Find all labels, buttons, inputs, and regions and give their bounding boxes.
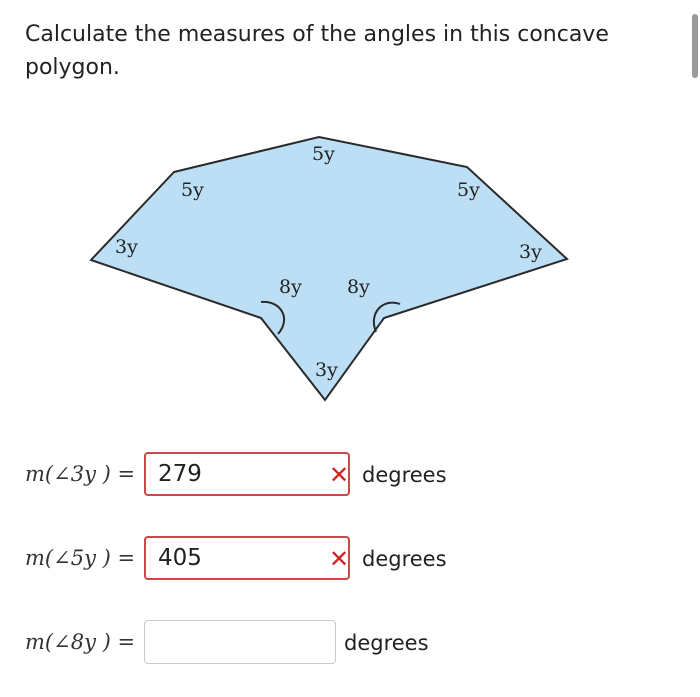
answer-label-3y: m(∠3y ) = <box>25 462 136 486</box>
question-text: Calculate the measures of the angles in this concave polygon. <box>25 22 609 80</box>
answer-input-5y[interactable] <box>144 536 350 580</box>
answer-label-5y: m(∠5y ) = <box>25 546 136 570</box>
answer-input-8y[interactable] <box>144 620 336 664</box>
unit-label: degrees <box>362 547 447 571</box>
incorrect-x-icon: ✕ <box>329 461 350 489</box>
incorrect-x-icon: ✕ <box>329 545 350 573</box>
unit-label: degrees <box>344 631 429 655</box>
answer-row-3y <box>0 452 700 500</box>
unit-label: degrees <box>362 463 447 487</box>
angle-label-left: 3y <box>115 236 138 258</box>
angle-label-upper-right: 5y <box>457 179 480 201</box>
angle-label-upper-left: 5y <box>181 179 204 201</box>
answer-input-3y[interactable] <box>144 452 350 496</box>
angle-label-top: 5y <box>312 143 335 165</box>
angle-label-bottom: 3y <box>315 359 338 381</box>
angle-label-inner-left: 8y <box>279 276 302 298</box>
angle-label-right: 3y <box>519 241 542 263</box>
angle-label-inner-right: 8y <box>347 276 370 298</box>
answer-label-8y: m(∠8y ) = <box>25 630 136 654</box>
answer-row-5y <box>0 536 700 584</box>
answer-row-8y <box>0 620 700 668</box>
